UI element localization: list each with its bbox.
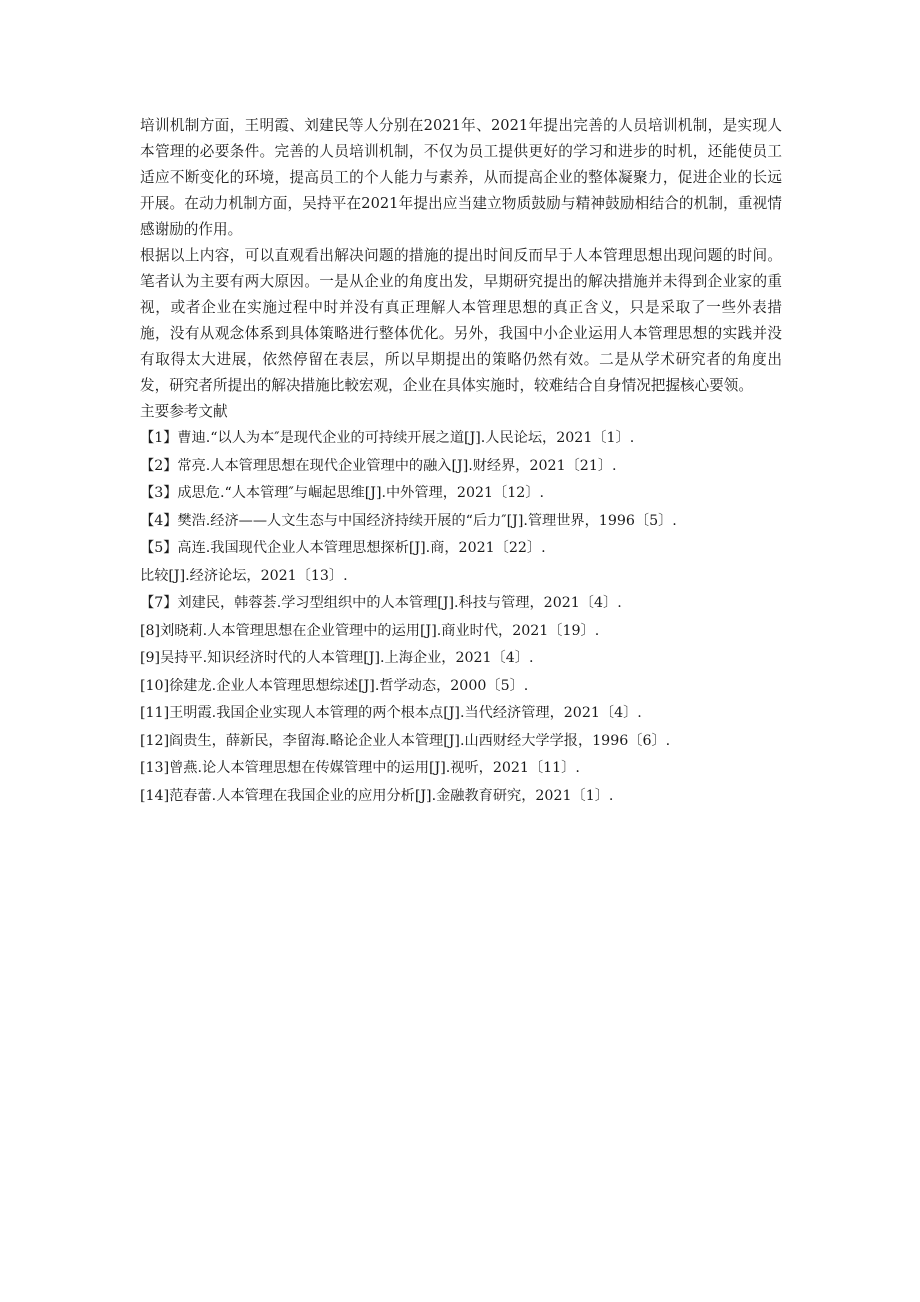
references-heading: 主要参考文献 bbox=[140, 403, 228, 420]
reference-list bbox=[140, 425, 782, 810]
document-content bbox=[140, 113, 782, 810]
reference-item: [8]刘晓莉.人本管理思想在企业管理中的运用[J].商业时代，2021〔19〕. bbox=[140, 622, 600, 639]
reference-item: 【1】曹迪.“以人为本″是现代企业的可持续开展之道[J].人民论坛，2021〔1〕. bbox=[140, 430, 635, 446]
reference-item: 【7】刘建民，韩蓉荟.学习型组织中的人本管理[J].科技与管理，2021〔4〕. bbox=[140, 595, 622, 611]
reference-item: [12]阎贵生，薛新民，李留海.略论企业人本管理[J].山西财经大学学报，1996〔6〕. bbox=[140, 732, 671, 749]
body-paragraph-training: 培训机制方面，王明霞、刘建民等人分别在2021年、2021年提出完善的人员培训机制，是实现人本管理的必要条件。完善的人员培训机制，不仅为员工提供更好的学习和进步的时机，还能使员工适应不断变化的环境，提高员工的个人能力与素养，从而提高企业的整体凝聚力，促进企业的长远开展。在动力机制方面，吴持平在2021年提出应当建立物质鼓励与精神鼓励相结合的机制，重视情感谢励的作用。 bbox=[140, 117, 782, 238]
reference-item: 比较[J].经济论坛，2021〔13〕. bbox=[140, 567, 348, 584]
reference-item: [11]王明霞.我国企业实现人本管理的两个根本点[J].当代经济管理，2021〔4〕. bbox=[140, 705, 642, 721]
reference-item: 【2】常亮.人本管理思想在现代企业管理中的融入[J].财经界，2021〔21〕. bbox=[140, 457, 617, 474]
reference-item: [14]范春蕾.人本管理在我国企业的应用分析[J].金融教育研究，2021〔1〕. bbox=[140, 787, 614, 804]
reference-item: [10]徐建龙.企业人本管理思想综述[J].哲学动态，2000〔5〕. bbox=[140, 677, 529, 694]
reference-item: 【3】成思危.“人本管理″与崛起思维[J].中外管理，2021〔12〕. bbox=[140, 485, 544, 501]
reference-item: [13]曾燕.论人本管理思想在传媒管理中的运用[J].视听，2021〔11〕. bbox=[140, 760, 580, 776]
reference-item: 【4】樊浩.经济——人文生态与中国经济持续开展的“后力″[J].管理世界，1996〔5〕. bbox=[140, 512, 677, 529]
body-paragraph-analysis: 根据以上内容，可以直观看出解决问题的措施的提出时间反而早于人本管理思想出现问题的时间。笔者认为主要有两大原因。一是从企业的角度出发，早期研究提出的解决措施并未得到企业家的重视，或者企业在实施过程中时并没有真正理解人本管理思想的真正含义，只是采取了一些外表措施，没有从观念体系到具体策略进行整体优化。另外，我国中小企业运用人本管理思想的实践并没有取得太大进展，依然停留在表层，所以早期提出的策略仍然有效。二是从学术研究者的角度出发，研究者所提出的解决措施比較宏观，企业在具体实施时，较难结合自身情况把握核心要领。 bbox=[140, 247, 782, 394]
reference-item: [9]吴持平.知识经济时代的人本管理[J].上海企业，2021〔4〕. bbox=[140, 650, 534, 666]
reference-item: 【5】高连.我国现代企业人本管理思想探析[J].商，2021〔22〕. bbox=[140, 540, 546, 556]
